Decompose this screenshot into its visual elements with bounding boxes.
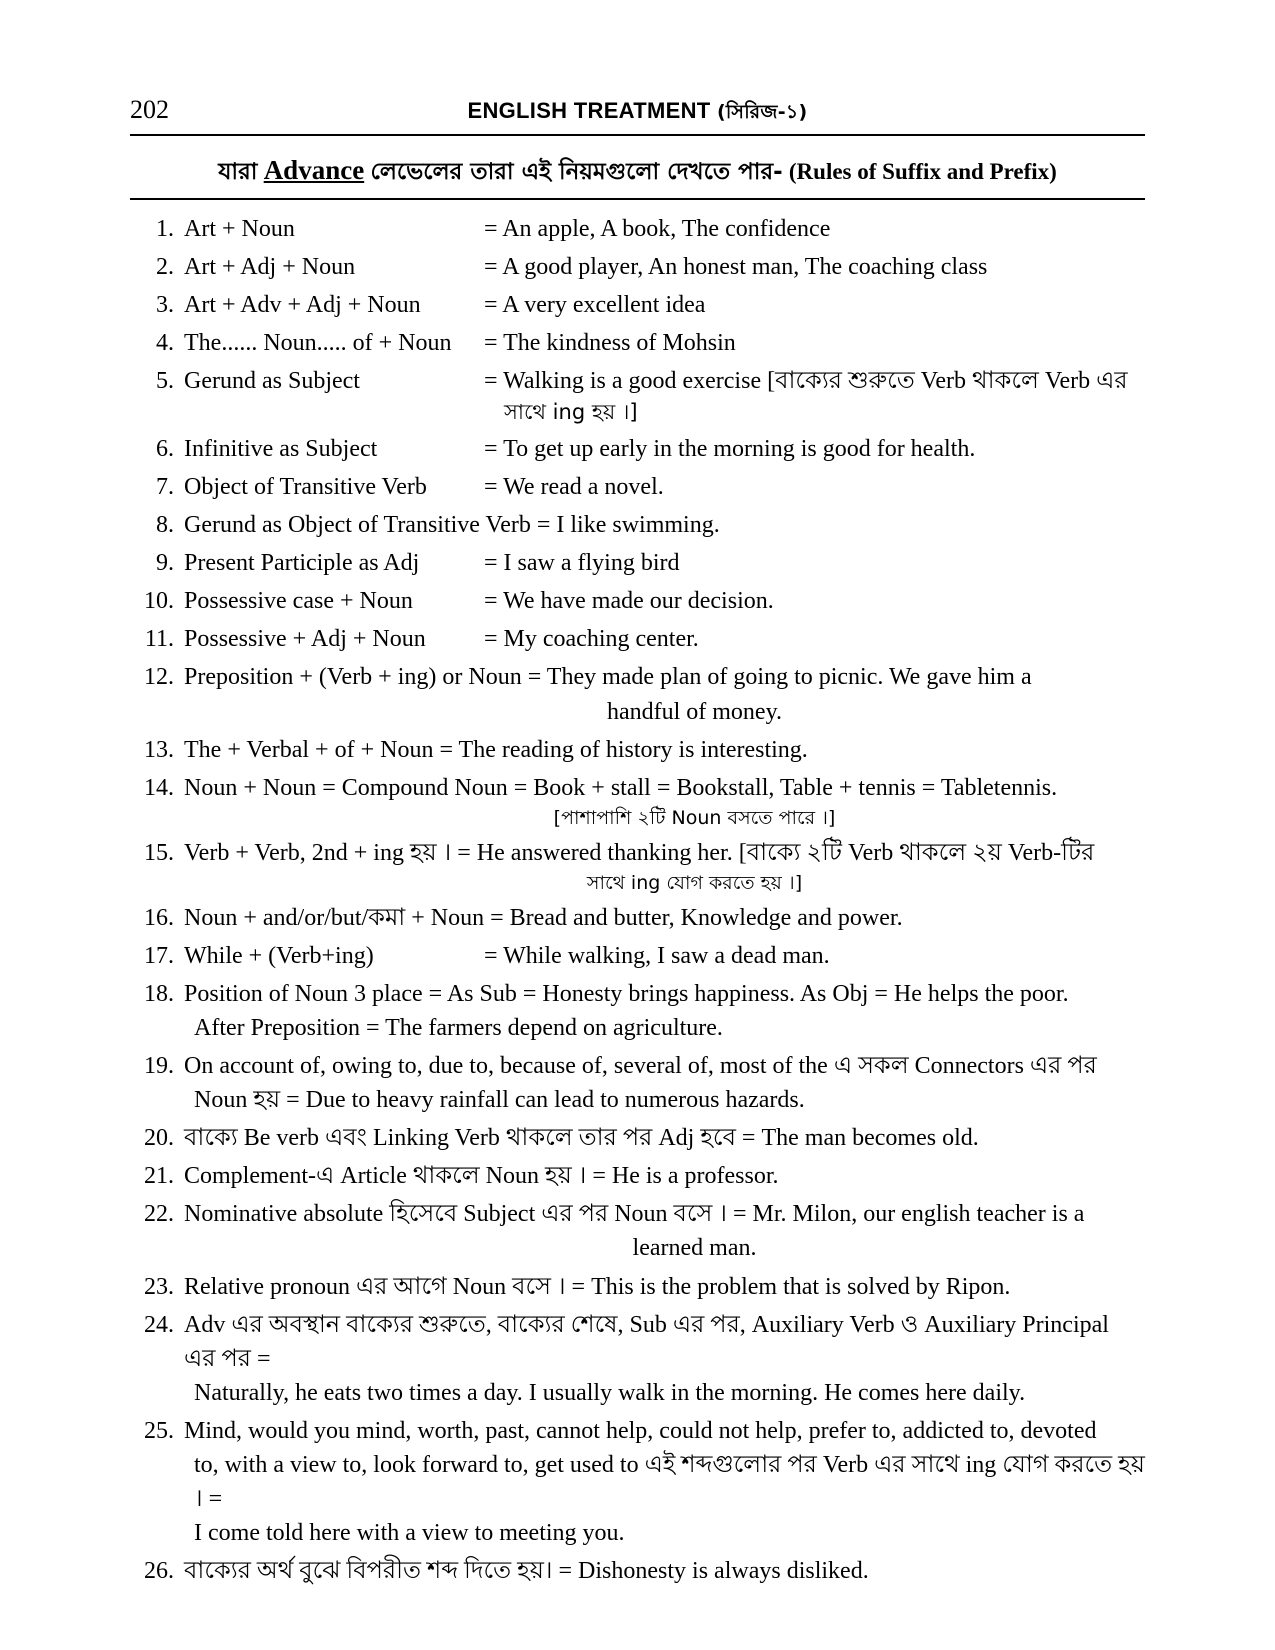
item-number: 21. <box>144 1163 174 1190</box>
item-rhs: = A good player, An honest man, The coaching class <box>484 253 988 280</box>
item-body <box>184 1049 1145 1117</box>
item-lhs: Gerund as Subject <box>184 368 360 395</box>
item-rhs: = My coaching center. <box>484 626 699 653</box>
item-number: 16. <box>144 904 174 931</box>
item-number: 18. <box>144 980 174 1007</box>
list-item <box>130 1197 1145 1265</box>
item-number: 9. <box>156 550 174 577</box>
item-continuation: to, with a view to, look forward to, get used to এই শব্দগুলোর পর Verb এর সাথে ing যোগ করতে হয় । = <box>194 1451 1145 1512</box>
item-continuation: Naturally, he eats two times a day. I usually walk in the morning. He comes here daily. <box>194 1379 1026 1406</box>
item-body <box>184 1554 1145 1588</box>
item-continuation-2: I come told here with a view to meeting you. <box>194 1520 625 1547</box>
book-title-series: (সিরিজ-১) <box>716 101 808 123</box>
section-title-bangla: লেভেলের তারা এই নিয়মগুলো দেখতে পার- <box>370 159 783 185</box>
list-item <box>130 1121 1145 1155</box>
item-lhs: Position of Noun 3 place = As Sub = Honesty brings happiness. As Obj = He helps the poor. <box>184 980 1069 1007</box>
item-rhs: = The kindness of Mohsin <box>484 329 736 356</box>
item-body <box>184 584 1145 618</box>
item-body <box>184 836 1145 897</box>
item-body <box>184 1197 1145 1265</box>
list-item <box>130 1414 1145 1550</box>
item-lhs: বাক্যে Be verb এবং Linking Verb থাকলে তার পর Adj হবে = The man becomes old. <box>184 1125 979 1152</box>
list-item <box>130 1554 1145 1588</box>
list-item <box>130 836 1145 897</box>
item-number: 6. <box>156 435 174 462</box>
item-continuation: [পাশাপাশি ২টি Noun বসতে পারে ।] <box>553 806 836 829</box>
item-number: 22. <box>144 1201 174 1228</box>
item-number: 13. <box>144 736 174 763</box>
item-rhs: = We have made our decision. <box>484 588 774 615</box>
item-body <box>184 212 1145 246</box>
list-item <box>130 288 1145 322</box>
item-continuation: After Preposition = The farmers depend on agriculture. <box>194 1014 723 1041</box>
page-number: 202 <box>130 95 169 124</box>
item-rhs: = We read a novel. <box>484 474 664 501</box>
item-lhs: Possessive + Adj + Noun <box>184 626 426 653</box>
item-lhs: The...... Noun..... of + Noun <box>184 329 452 356</box>
item-body <box>184 939 1145 973</box>
item-body <box>184 660 1145 728</box>
list-item <box>130 939 1145 973</box>
list-item <box>130 1308 1145 1410</box>
item-lhs: Nominative absolute হিসেবে Subject এর পর Noun বসে । = Mr. Milon, our english teacher is a <box>184 1201 1085 1228</box>
item-body <box>184 771 1145 832</box>
item-number: 2. <box>156 253 174 280</box>
rules-list <box>130 212 1145 1588</box>
item-lhs: Present Participle as Adj <box>184 550 420 577</box>
book-title-en: ENGLISH TREATMENT <box>467 98 711 123</box>
item-number: 25. <box>144 1417 174 1444</box>
book-title <box>250 98 1145 130</box>
item-lhs: Art + Noun <box>184 215 295 242</box>
list-item <box>130 546 1145 580</box>
item-continuation: Noun হয় = Due to heavy rainfall can lead to numerous hazards. <box>194 1087 805 1114</box>
item-number: 3. <box>156 291 174 318</box>
item-number: 5. <box>156 368 174 395</box>
list-item <box>130 1159 1145 1193</box>
item-lhs: Object of Transitive Verb <box>184 474 427 501</box>
item-body <box>184 1414 1145 1550</box>
list-item <box>130 660 1145 728</box>
item-lhs: Verb + Verb, 2nd + ing হয় । = He answered thanking her. [বাক্যে ২টি Verb থাকলে ২য় Verb-টির <box>184 839 1095 866</box>
item-rhs: = While walking, I saw a dead man. <box>484 942 830 969</box>
list-item <box>130 364 1145 428</box>
item-continuation: handful of money. <box>606 698 783 725</box>
list-item <box>130 733 1145 767</box>
item-continuation: সাথে ing যোগ করতে হয় ।] <box>586 871 803 894</box>
item-body <box>184 508 1145 542</box>
item-body <box>184 546 1145 580</box>
list-item <box>130 508 1145 542</box>
section-title <box>130 154 1145 200</box>
item-lhs: Gerund as Object of Transitive Verb = I like swimming. <box>184 512 720 539</box>
item-number: 24. <box>144 1311 174 1338</box>
item-body <box>184 1308 1145 1410</box>
item-body <box>184 901 1145 935</box>
list-item <box>130 432 1145 466</box>
list-item <box>130 977 1145 1045</box>
item-number: 23. <box>144 1273 174 1300</box>
item-body <box>184 326 1145 360</box>
item-number: 8. <box>156 512 174 539</box>
item-number: 26. <box>144 1558 174 1585</box>
list-item <box>130 250 1145 284</box>
item-number: 4. <box>156 329 174 356</box>
item-lhs: The + Verbal + of + Noun = The reading of history is interesting. <box>184 736 808 763</box>
list-item <box>130 1049 1145 1117</box>
item-body <box>184 364 1145 428</box>
item-body <box>184 733 1145 767</box>
item-lhs: Preposition + (Verb + ing) or Noun = They made plan of going to picnic. We gave him a <box>184 664 1032 691</box>
list-item <box>130 212 1145 246</box>
item-number: 11. <box>144 626 174 653</box>
item-body <box>184 432 1145 466</box>
item-number: 19. <box>144 1053 174 1080</box>
item-number: 1. <box>156 215 174 242</box>
item-rhs: = Walking is a good exercise [বাক্যের শুরুতে Verb থাকলে Verb এর <box>484 368 1128 395</box>
list-item <box>130 326 1145 360</box>
item-lhs: Complement-এ Article থাকলে Noun হয় । = He is a professor. <box>184 1163 779 1190</box>
item-rhs: = To get up early in the morning is good for health. <box>484 435 976 462</box>
list-item <box>130 584 1145 618</box>
item-lhs: বাক্যের অর্থ বুঝে বিপরীত শব্দ দিতে হয়। = Dishonesty is always disliked. <box>184 1558 869 1585</box>
item-continuation: learned man. <box>632 1235 757 1262</box>
item-lhs: While + (Verb+ing) <box>184 942 374 969</box>
item-lhs: On account of, owing to, due to, because of, several of, most of the এ সকল Connectors এর পর <box>184 1053 1097 1080</box>
item-lhs: Noun + and/or/but/কমা + Noun = Bread and butter, Knowledge and power. <box>184 904 903 931</box>
item-body <box>184 977 1145 1045</box>
item-lhs: Noun + Noun = Compound Noun = Book + stall = Bookstall, Table + tennis = Tabletennis. <box>184 774 1058 801</box>
item-number: 12. <box>144 664 174 691</box>
item-body <box>184 622 1145 656</box>
item-body <box>184 288 1145 322</box>
item-number: 14. <box>144 774 174 801</box>
section-title-prefix: যারা <box>218 159 258 185</box>
item-lhs: Relative pronoun এর আগে Noun বসে । = This is the problem that is solved by Ripon. <box>184 1273 1011 1300</box>
page-header <box>130 95 1145 136</box>
section-title-rules: (Rules of Suffix and Prefix) <box>788 159 1057 184</box>
list-item <box>130 901 1145 935</box>
list-item <box>130 622 1145 656</box>
item-lhs: Possessive case + Noun <box>184 588 413 615</box>
item-number: 20. <box>144 1125 174 1152</box>
item-number: 7. <box>156 474 174 501</box>
item-body <box>184 470 1145 504</box>
item-number: 10. <box>144 588 174 615</box>
item-number: 17. <box>144 942 174 969</box>
list-item <box>130 771 1145 832</box>
list-item <box>130 470 1145 504</box>
item-number: 15. <box>144 839 174 866</box>
item-continuation: সাথে ing হয় ।] <box>504 400 638 425</box>
item-body <box>184 1121 1145 1155</box>
item-body <box>184 1270 1145 1304</box>
item-rhs: = I saw a flying bird <box>484 550 680 577</box>
list-item <box>130 1270 1145 1304</box>
item-rhs: = A very excellent idea <box>484 291 706 318</box>
item-lhs: Art + Adv + Adj + Noun <box>184 291 421 318</box>
item-body <box>184 1159 1145 1193</box>
item-lhs: Adv এর অবস্থান বাক্যের শুরুতে, বাক্যের শেষে, Sub এর পর, Auxiliary Verb ও Auxiliary Principal এর পর = <box>184 1311 1109 1372</box>
item-lhs: Mind, would you mind, worth, past, cannot help, could not help, prefer to, addicted to, devoted <box>184 1417 1097 1444</box>
item-lhs: Infinitive as Subject <box>184 435 378 462</box>
item-rhs: = An apple, A book, The confidence <box>484 215 831 242</box>
section-title-advance: Advance <box>263 155 365 185</box>
item-body <box>184 250 1145 284</box>
item-lhs: Art + Adj + Noun <box>184 253 356 280</box>
